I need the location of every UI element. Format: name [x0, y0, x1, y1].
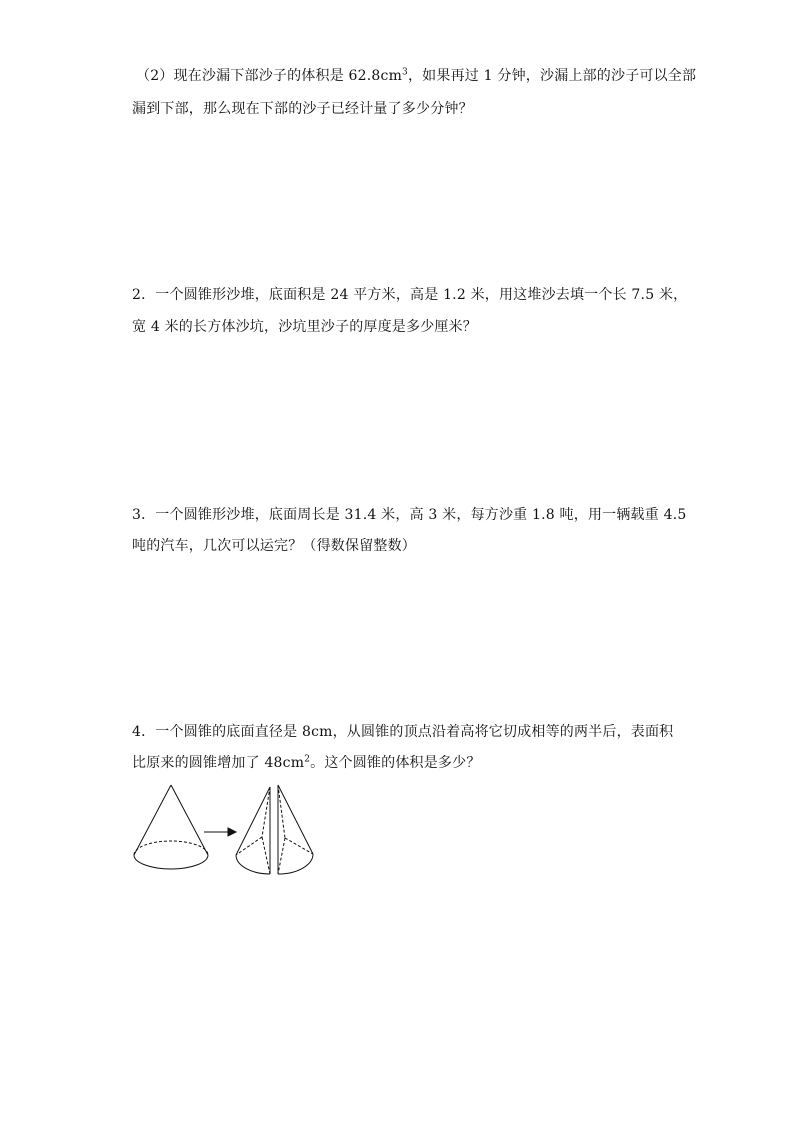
q4-text-a: 比原来的圆锥增加了 48cm [132, 755, 305, 771]
square-exponent: 2 [304, 754, 311, 765]
q2-line-1: 2．一个圆锥形沙堆，底面积是 24 平方米，高是 1.2 米，用这堆沙去填一个长 7.5 米， [132, 287, 688, 303]
q4-line-2 [132, 753, 481, 773]
arrow-icon [204, 828, 236, 836]
q1-2-line-2: 漏到下部，那么现在下部的沙子已经计量了多少分钟？ [132, 101, 473, 117]
left-cone-half [236, 787, 270, 874]
cone-cut-figure [128, 782, 338, 882]
whole-cone [134, 785, 208, 869]
q4-line-1: 4．一个圆锥的底面直径是 8cm，从圆锥的顶点沿着高将它切成相等的两半后，表面积 [132, 724, 674, 740]
q1-2-line-1 [136, 66, 696, 86]
q3-line-2: 吨的汽车，几次可以运完？（得数保留整数） [132, 538, 416, 554]
cubic-exponent: 3 [402, 67, 408, 78]
q1-2-text-b: ，如果再过 1 分钟，沙漏上部的沙子可以全部 [407, 68, 697, 84]
q4-text-b: 。这个圆锥的体积是多少？ [310, 755, 481, 771]
q1-2-text-a: （2）现在沙漏下部沙子的体积是 62.8cm [136, 68, 403, 84]
q2-line-2: 宽 4 米的长方体沙坑，沙坑里沙子的厚度是多少厘米？ [132, 319, 478, 335]
q3-line-1: 3．一个圆锥形沙堆，底面周长是 31.4 米，高 3 米，每方沙重 1.8 吨，用一辆载重 4.5 [132, 507, 687, 523]
right-cone-half [278, 785, 313, 874]
